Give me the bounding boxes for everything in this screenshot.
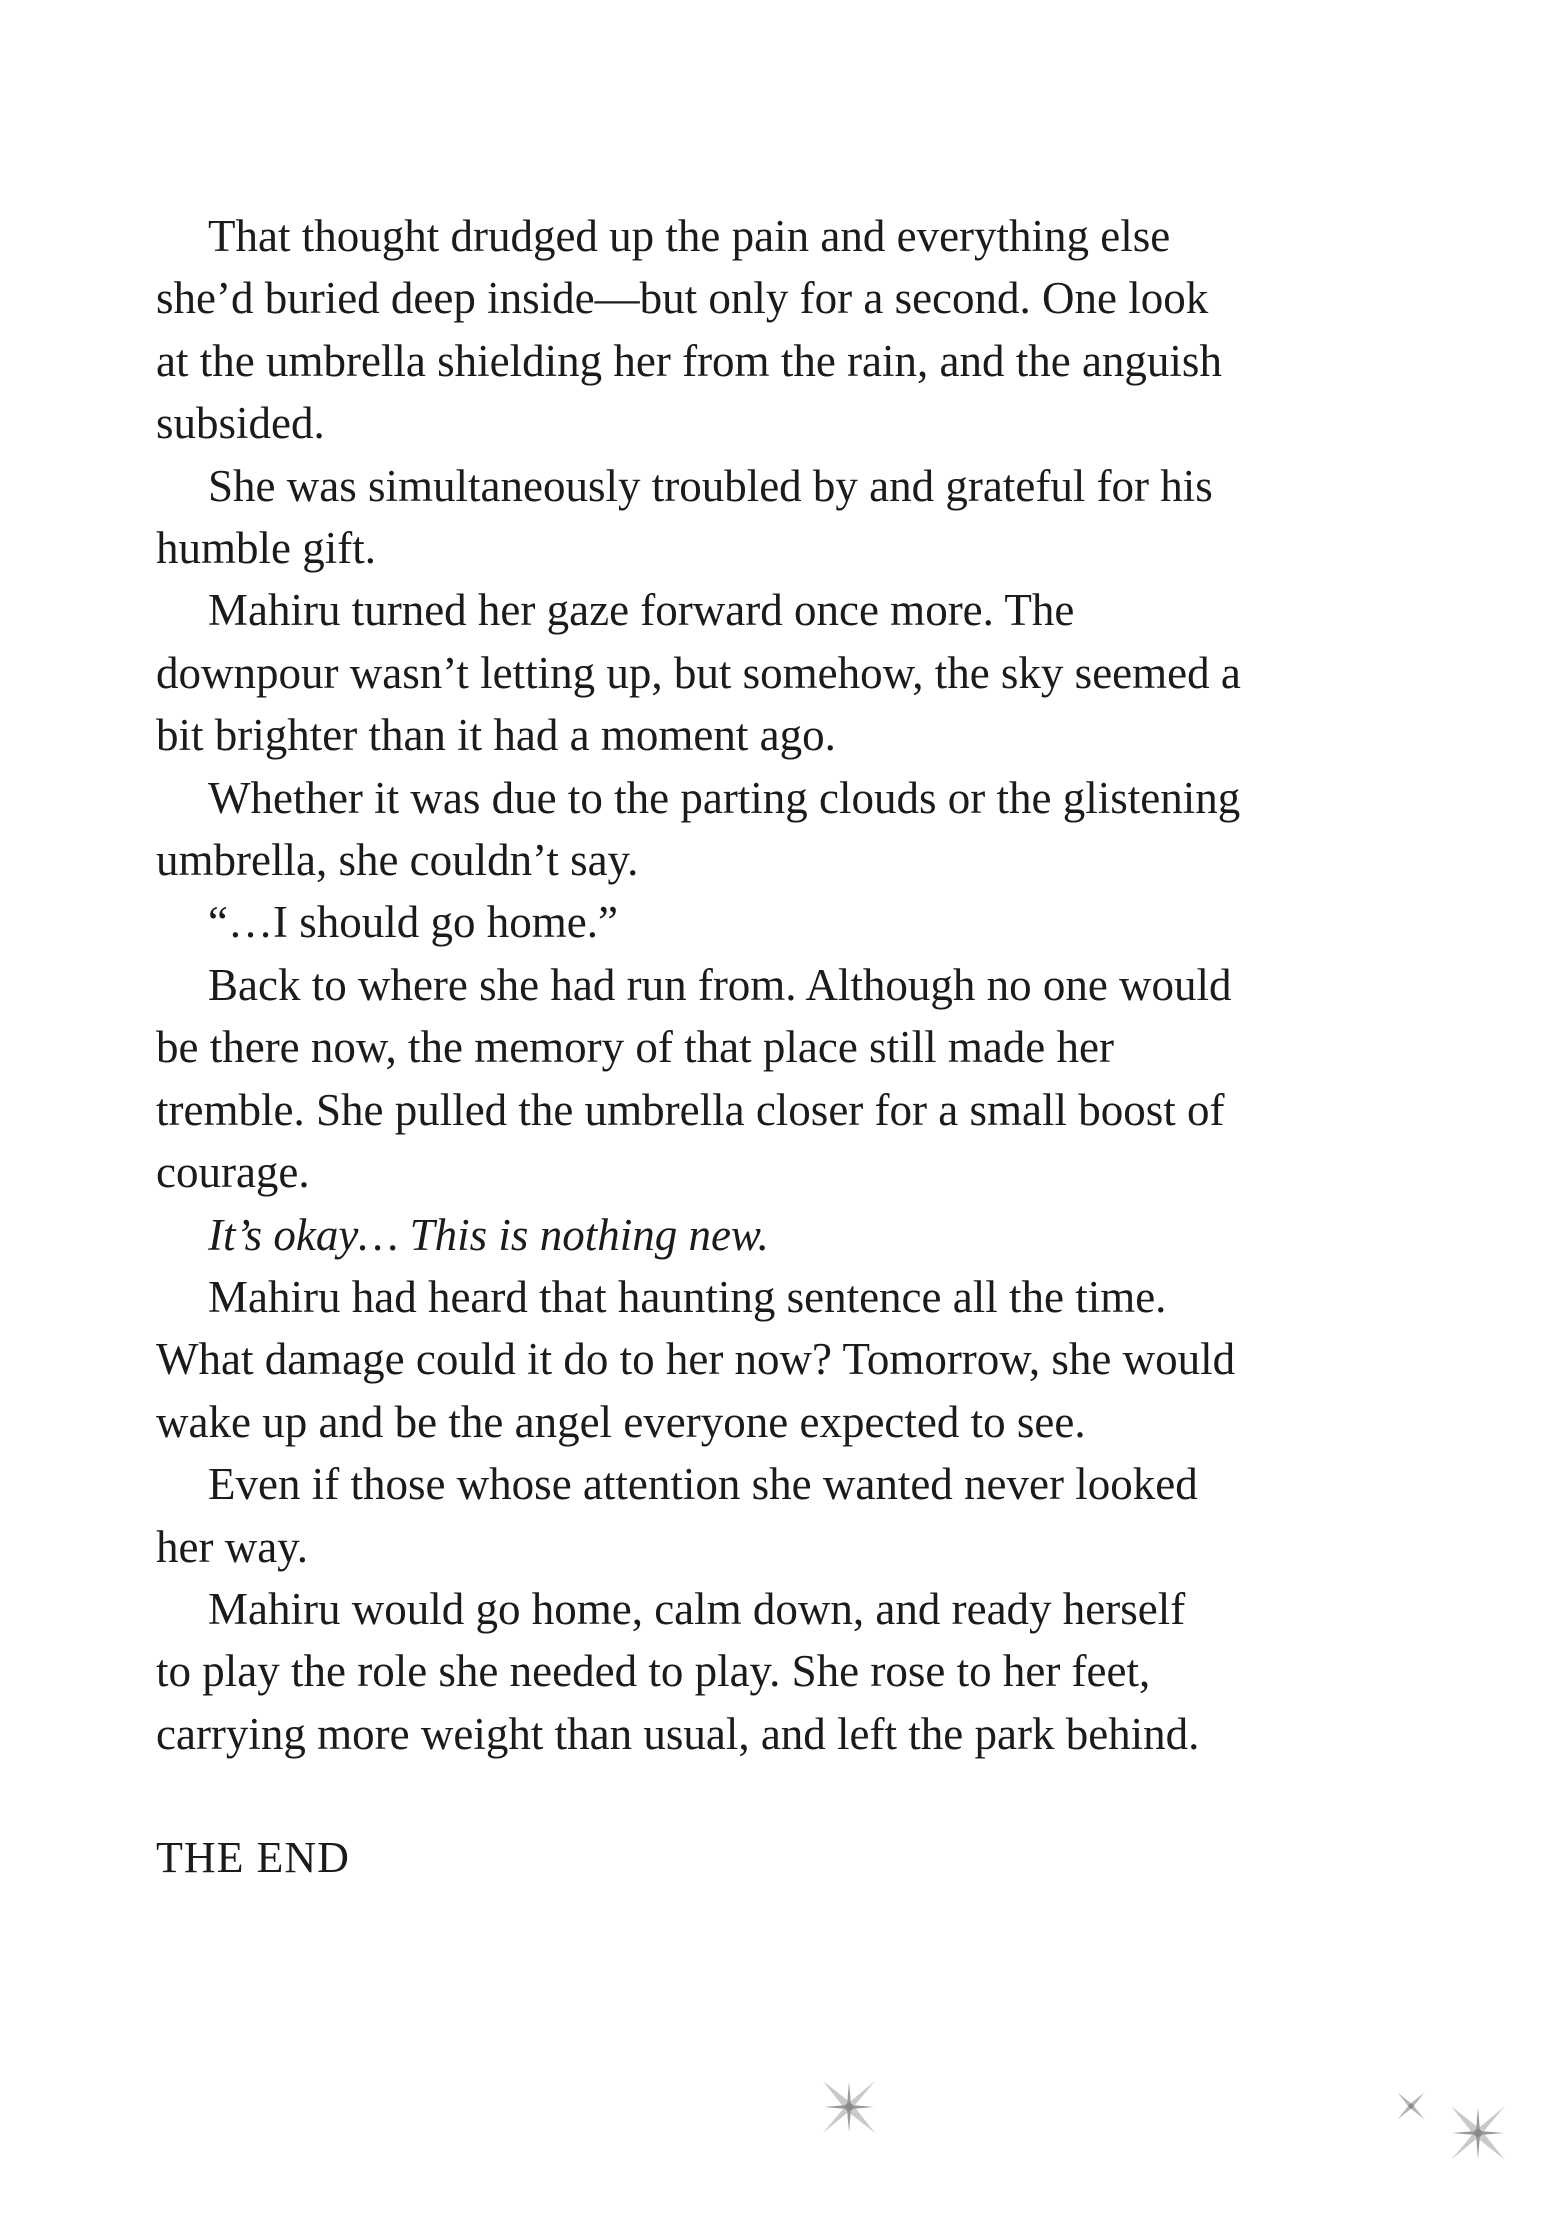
paragraph-8: Mahiru had heard that haunting sentence all the time. What damage could it do to her now? Tomorrow, she would wake up and be the angel everyone expected to see. — [156, 1271, 1236, 1447]
sparkle-icon — [810, 2068, 888, 2146]
body-text — [156, 205, 1426, 1765]
paragraph-2: She was simultaneously troubled by and grateful for his humble gift. — [156, 460, 1213, 574]
paragraph-4: Whether it was due to the parting clouds or the glistening umbrella, she couldn’t say. — [156, 772, 1241, 886]
sparkle-icon — [1438, 2093, 1518, 2173]
paragraph-7-italic — [156, 1204, 1426, 1266]
paragraph-10: Mahiru would go home, calm down, and ready herself to play the role she needed to play. She rose to her feet, carrying more weight than usual, and left the park behind. — [156, 1583, 1200, 1759]
sparkle-icon — [1391, 2086, 1431, 2126]
paragraph-5: “…I should go home.” — [208, 897, 618, 948]
paragraph-1: That thought drudged up the pain and everything else she’d buried deep inside—but only for a second. One look at the umbrella shielding her from the rain, and the anguish subsided. — [156, 211, 1222, 449]
paragraph-9: Even if those whose attention she wanted never looked her way. — [156, 1459, 1198, 1572]
paragraph-6: Back to where she had run from. Although no one would be there now, the memory of that place still made her tremble. She pulled the umbrella closer for a small boost of courage. — [156, 959, 1232, 1198]
italic-thought: It’s okay… This is nothing new. — [208, 1209, 769, 1260]
paragraph-3: Mahiru turned her gaze forward once more. The downpour wasn’t letting up, but somehow, the sky seemed a bit brighter than it had a moment ago. — [156, 585, 1241, 761]
end-title: THE END — [156, 1833, 350, 1882]
